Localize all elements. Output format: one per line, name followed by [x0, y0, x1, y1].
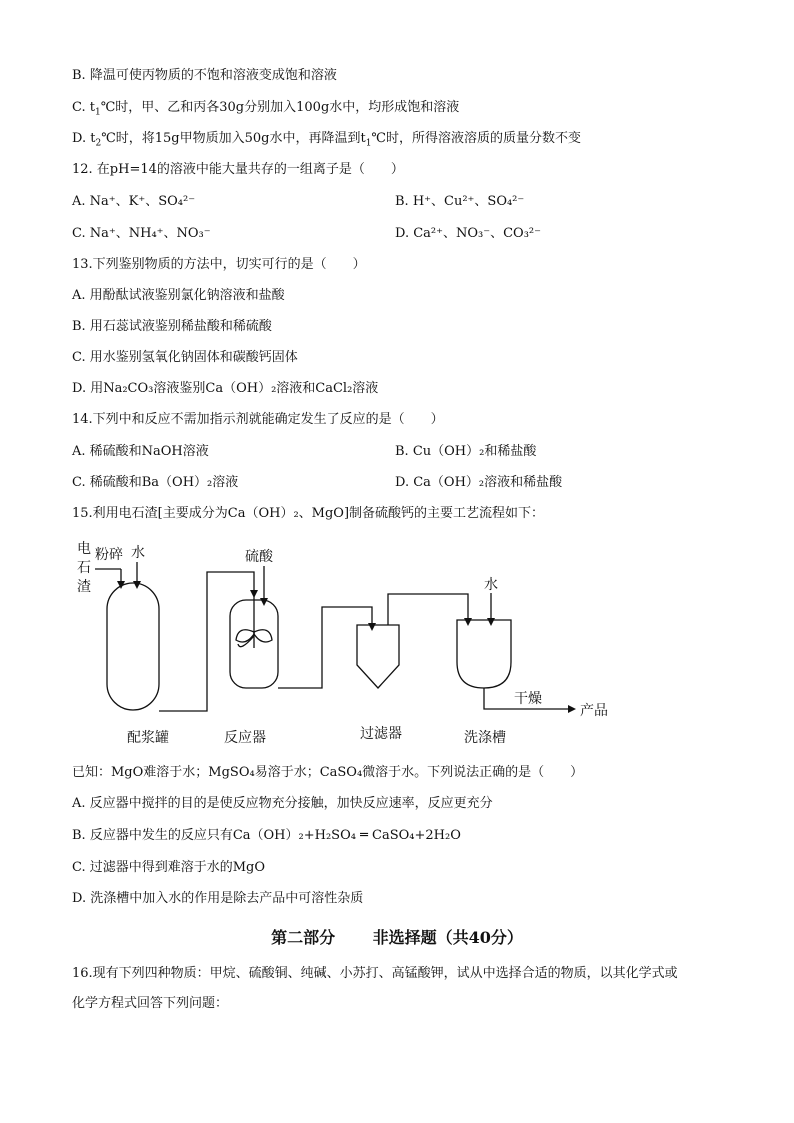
filter-label: 过滤器	[360, 726, 402, 742]
q15-option-c: C. 过滤器中得到难溶于水的MgO	[72, 860, 266, 875]
slurry-tank-shape	[107, 583, 159, 710]
q11-option-d: D. $t_2℃$时，将15g甲物质加入50g水中，再降温到$t_1℃$时，所得溶液溶质的质量分数不变	[72, 131, 581, 149]
raw-material-label-1: 电	[77, 541, 91, 557]
q13-option-a: A. 用酚酞试液鉴别氯化钠溶液和盐酸	[72, 288, 285, 303]
q15-stem: 15.利用电石渣[主要成分为Ca（OH）₂、MgO]制备硫酸钙的主要工艺流程如下：	[72, 506, 545, 521]
q15-option-b: B. 反应器中发生的反应只有Ca（OH）₂+H₂SO₄ ═ CaSO₄+2H₂O	[72, 828, 461, 843]
q14-option-b: B. Cu（OH）₂和稀盐酸	[395, 444, 537, 459]
filter-shape	[357, 625, 399, 688]
q12-option-b: B. H⁺、Cu²⁺、SO₄²⁻	[395, 194, 525, 209]
q14-option-d: D. Ca（OH）₂溶液和稀盐酸	[395, 475, 563, 490]
wash-tank-label: 洗涤槽	[464, 730, 506, 746]
water-label-1: 水	[131, 545, 145, 561]
q14-option-a: A. 稀硫酸和NaOH溶液	[72, 444, 209, 459]
q12-option-d: D. Ca²⁺、NO₃⁻、CO₃²⁻	[395, 226, 541, 241]
q15-option-a: A. 反应器中搅拌的目的是使反应物充分接触，加快反应速率，反应更充分	[72, 796, 493, 811]
slurry-tank-label: 配浆罐	[127, 730, 169, 746]
reactor-label: 反应器	[224, 730, 266, 746]
q11-option-c: C. $t_1℃$时，甲、乙和丙各30g分别加入100g水中，均形成饱和溶液	[72, 100, 460, 118]
q13-stem: 13.下列鉴别物质的方法中，切实可行的是（ ）	[72, 257, 366, 272]
crush-label: 粉碎	[95, 547, 123, 563]
q12-option-c: C. Na⁺、NH₄⁺、NO₃⁻	[72, 226, 211, 241]
q13-option-c: C. 用水鉴别氢氧化钠固体和碳酸钙固体	[72, 350, 298, 365]
q14-option-c: C. 稀硫酸和Ba（OH）₂溶液	[72, 475, 239, 490]
q15-known: 已知：MgO难溶于水；MgSO₄易溶于水；CaSO₄微溶于水。下列说法正确的是（ ）	[72, 765, 584, 780]
raw-material-label-2: 石	[77, 560, 91, 576]
q14-stem: 14.下列中和反应不需加指示剂就能确定发生了反应的是（ ）	[72, 412, 444, 427]
product-label: 产品	[580, 703, 608, 719]
sulfuric-acid-label: 硫酸	[245, 549, 273, 565]
part2-heading	[0, 925, 794, 948]
q13-option-b: B. 用石蕊试液鉴别稀盐酸和稀硫酸	[72, 319, 272, 334]
q11-option-b: B. 降温可使丙物质的不饱和溶液变成饱和溶液	[72, 68, 337, 83]
dry-label: 干燥	[514, 691, 542, 707]
q16-line2: 化学方程式回答下列问题：	[72, 996, 229, 1011]
q12-option-a: A. Na⁺、K⁺、SO₄²⁻	[72, 194, 196, 209]
q13-option-d: D. 用Na₂CO₃溶液鉴别Ca（OH）₂溶液和CaCl₂溶液	[72, 381, 379, 396]
q12-stem: 12. 在pH=14的溶液中能大量共存的一组离子是（ ）	[72, 162, 404, 177]
water-label-2: 水	[484, 577, 498, 593]
wash-tank-shape	[457, 620, 511, 688]
process-flow-diagram	[0, 530, 794, 755]
q15-option-d: D. 洗涤槽中加入水的作用是除去产品中可溶性杂质	[72, 891, 364, 906]
raw-material-label-3: 渣	[77, 579, 91, 595]
q16-line1: 16.现有下列四种物质：甲烷、硫酸铜、纯碱、小苏打、高锰酸钾，试从中选择合适的物质，以其化学式或	[72, 966, 678, 981]
part2-title: 第二部分	[271, 928, 336, 947]
part2-subtitle: 非选择题（共40分）	[372, 928, 523, 947]
